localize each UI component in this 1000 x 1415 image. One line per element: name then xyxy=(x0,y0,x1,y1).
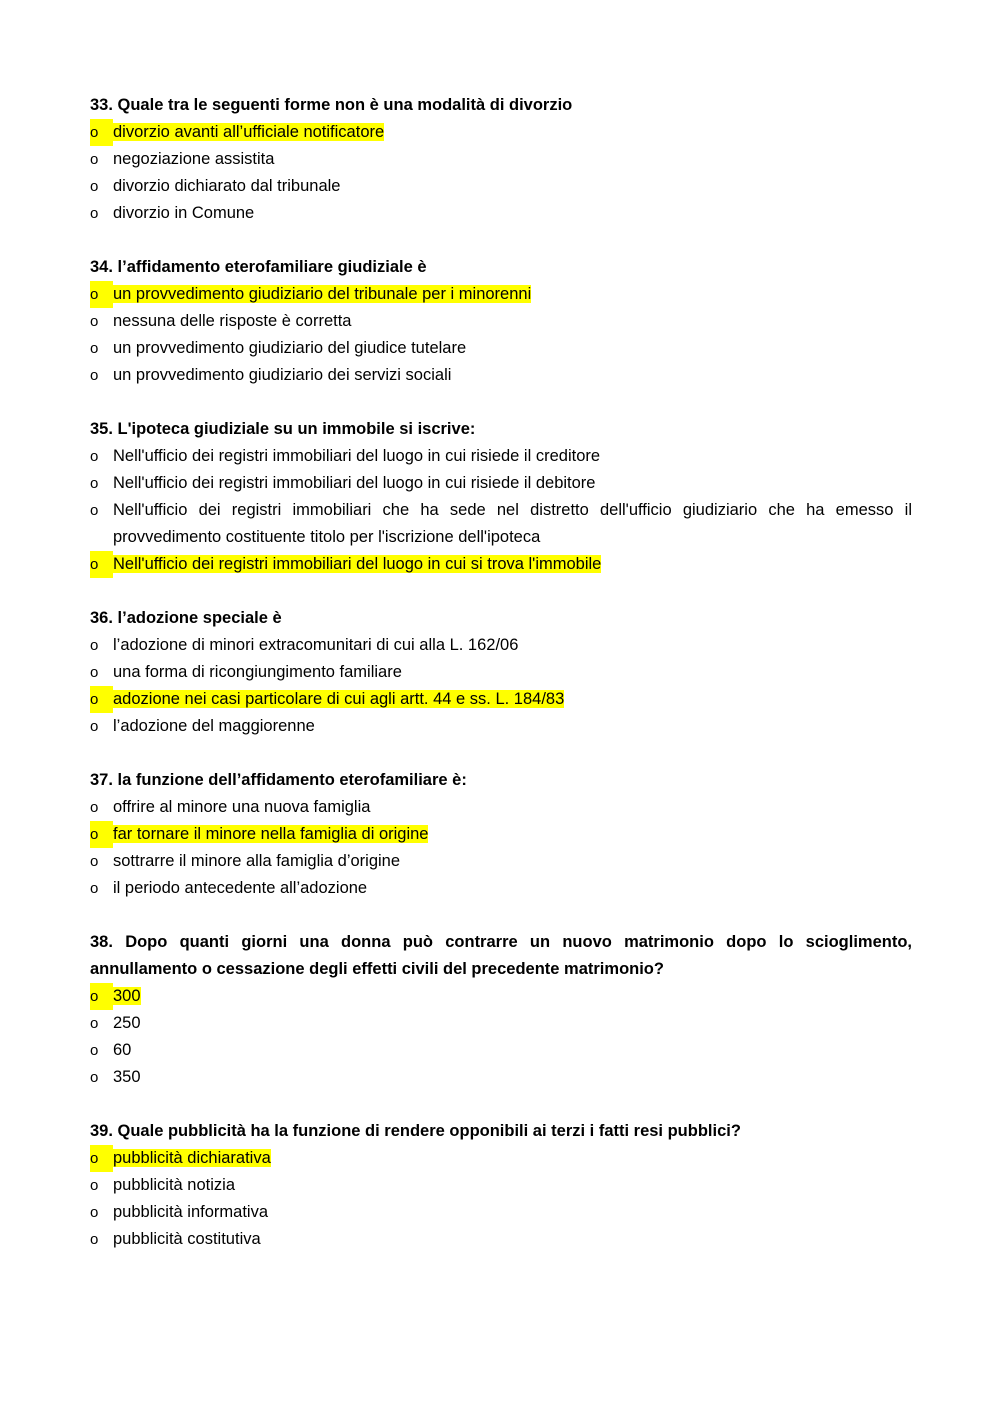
bullet-icon: o xyxy=(90,1145,113,1172)
answer-list xyxy=(90,983,912,1091)
answer-option xyxy=(90,713,912,740)
answer-text: Nell'ufficio dei registri immobiliari del luogo in cui si trova l'immobile xyxy=(113,555,602,573)
answer-text: 250 xyxy=(113,1014,141,1032)
answer-list xyxy=(90,119,912,227)
answer-list xyxy=(90,281,912,389)
answer-option xyxy=(90,983,912,1010)
answer-text: divorzio avanti all’ufficiale notificatore xyxy=(113,123,385,141)
answer-text: divorzio in Comune xyxy=(113,204,255,222)
answer-text: un provvedimento giudiziario del giudice tutelare xyxy=(113,339,467,357)
question-title: 37. la funzione dell’affidamento eterofamiliare è: xyxy=(90,771,467,789)
question-33 xyxy=(90,92,912,227)
question-title: 39. Quale pubblicità ha la funzione di rendere opponibili ai terzi i fatti resi pubblici? xyxy=(90,1122,741,1140)
question-title: 35. L'ipoteca giudiziale su un immobile si iscrive: xyxy=(90,420,476,438)
question-36 xyxy=(90,605,912,740)
answer-text: negoziazione assistita xyxy=(113,150,275,168)
answer-option xyxy=(90,470,912,497)
bullet-icon: o xyxy=(90,799,99,816)
bullet-icon: o xyxy=(90,448,99,465)
answer-text: pubblicità dichiarativa xyxy=(113,1149,271,1167)
answer-text: Nell'ufficio dei registri immobiliari del luogo in cui risiede il creditore xyxy=(113,447,601,465)
answer-text: sottrarre il minore alla famiglia d’origine xyxy=(113,852,401,870)
answer-option xyxy=(90,659,912,686)
bullet-icon: o xyxy=(90,367,99,384)
answer-option xyxy=(90,794,912,821)
question-35 xyxy=(90,416,912,578)
answer-option xyxy=(90,1199,912,1226)
answer-option xyxy=(90,1010,912,1037)
bullet-icon: o xyxy=(90,178,99,195)
answer-option xyxy=(90,1064,912,1091)
bullet-icon: o xyxy=(90,664,99,681)
question-34 xyxy=(90,254,912,389)
answer-text: l’adozione di minori extracomunitari di cui alla L. 162/06 xyxy=(113,636,519,654)
question-title: 34. l’affidamento eterofamiliare giudiziale è xyxy=(90,258,427,276)
answer-option xyxy=(90,335,912,362)
bullet-icon: o xyxy=(90,340,99,357)
answer-text: l’adozione del maggiorenne xyxy=(113,717,315,735)
answer-option xyxy=(90,497,912,551)
bullet-icon: o xyxy=(90,821,113,848)
question-38 xyxy=(90,929,912,1091)
answer-option xyxy=(90,443,912,470)
answer-list xyxy=(90,794,912,902)
answer-text: Nell'ufficio dei registri immobiliari che ha sede nel distretto dell'ufficio giudiziario che ha emesso il provvedimento costituente titolo per l'iscrizione dell'ipoteca xyxy=(113,501,912,546)
bullet-icon: o xyxy=(90,1042,99,1059)
bullet-icon: o xyxy=(90,313,99,330)
answer-list xyxy=(90,443,912,578)
bullet-icon: o xyxy=(90,502,99,519)
question-title: 36. l’adozione speciale è xyxy=(90,609,282,627)
answer-option xyxy=(90,632,912,659)
answer-option xyxy=(90,119,912,146)
question-title: 38. Dopo quanti giorni una donna può contrarre un nuovo matrimonio dopo lo scioglimento, annullamento o cessazione degli effetti civili del precedente matrimonio? xyxy=(90,933,912,978)
quiz-page xyxy=(90,92,912,1280)
answer-option xyxy=(90,308,912,335)
answer-text: far tornare il minore nella famiglia di origine xyxy=(113,825,429,843)
question-title: 33. Quale tra le seguenti forme non è una modalità di divorzio xyxy=(90,96,573,114)
answer-text: adozione nei casi particolare di cui agli artt. 44 e ss. L. 184/83 xyxy=(113,690,565,708)
answer-text: il periodo antecedente all’adozione xyxy=(113,879,368,897)
answer-option xyxy=(90,875,912,902)
bullet-icon: o xyxy=(90,983,113,1010)
answer-option xyxy=(90,173,912,200)
answer-text: nessuna delle risposte è corretta xyxy=(113,312,352,330)
answer-text: 60 xyxy=(113,1041,132,1059)
bullet-icon: o xyxy=(90,718,99,735)
answer-text: pubblicità informativa xyxy=(113,1203,268,1221)
bullet-icon: o xyxy=(90,551,113,578)
answer-option xyxy=(90,551,912,578)
bullet-icon: o xyxy=(90,151,99,168)
answer-option xyxy=(90,281,912,308)
bullet-icon: o xyxy=(90,1177,99,1194)
answer-text: un provvedimento giudiziario del tribunale per i minorenni xyxy=(113,285,532,303)
bullet-icon: o xyxy=(90,880,99,897)
answer-option xyxy=(90,686,912,713)
bullet-icon: o xyxy=(90,475,99,492)
bullet-icon: o xyxy=(90,1069,99,1086)
answer-option xyxy=(90,1172,912,1199)
bullet-icon: o xyxy=(90,686,113,713)
answer-option xyxy=(90,146,912,173)
answer-option xyxy=(90,1145,912,1172)
question-39 xyxy=(90,1118,912,1253)
answer-option xyxy=(90,1037,912,1064)
answer-text: divorzio dichiarato dal tribunale xyxy=(113,177,341,195)
answer-text: Nell'ufficio dei registri immobiliari del luogo in cui risiede il debitore xyxy=(113,474,596,492)
bullet-icon: o xyxy=(90,1204,99,1221)
answer-text: un provvedimento giudiziario dei servizi sociali xyxy=(113,366,452,384)
bullet-icon: o xyxy=(90,119,113,146)
answer-option xyxy=(90,1226,912,1253)
bullet-icon: o xyxy=(90,1231,99,1248)
answer-option xyxy=(90,362,912,389)
answer-list xyxy=(90,632,912,740)
bullet-icon: o xyxy=(90,281,113,308)
answer-list xyxy=(90,1145,912,1253)
answer-text: una forma di ricongiungimento familiare xyxy=(113,663,402,681)
bullet-icon: o xyxy=(90,637,99,654)
bullet-icon: o xyxy=(90,853,99,870)
answer-text: 350 xyxy=(113,1068,141,1086)
answer-text: 300 xyxy=(113,987,141,1005)
question-37 xyxy=(90,767,912,902)
answer-option xyxy=(90,848,912,875)
answer-option xyxy=(90,821,912,848)
answer-text: pubblicità costitutiva xyxy=(113,1230,261,1248)
bullet-icon: o xyxy=(90,1015,99,1032)
answer-text: offrire al minore una nuova famiglia xyxy=(113,798,371,816)
answer-option xyxy=(90,200,912,227)
bullet-icon: o xyxy=(90,205,99,222)
answer-text: pubblicità notizia xyxy=(113,1176,235,1194)
